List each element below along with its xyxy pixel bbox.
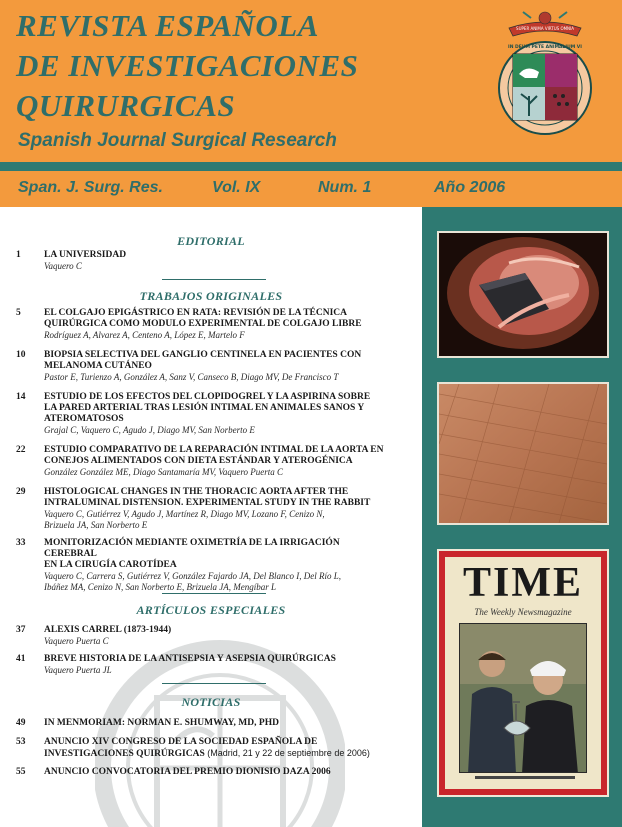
section-divider	[162, 279, 266, 280]
histology-texture-photo	[437, 382, 609, 525]
toc-entry[interactable]	[16, 538, 390, 592]
section-heading-especiales: ARTÍCULOS ESPECIALES	[136, 603, 286, 617]
journal-title-line-3: QUIRURGICAS	[16, 88, 236, 123]
toc-authors: Vaquero C, Gutiérrez V, Agudo J, Martínez R, Diago MV, Lozano F, Cenizo N, Brizuela JA, San Norberto E	[44, 509, 325, 530]
toc-authors: Vaquero Puerta C	[44, 636, 109, 646]
journal-title-line-2: DE INVESTIGACIONES	[16, 48, 359, 83]
number-label: Num. 1	[318, 179, 372, 196]
toc-entry[interactable]	[16, 654, 390, 676]
time-cover-portrait	[459, 623, 587, 773]
toc-title: EL COLGAJO EPIGÁSTRICO EN RATA: REVISIÓN DE LA TÉCNICA QUIRÚRGICA COMO MODULO EXPERIMENTAL DE COLGAJO LIBRE	[44, 308, 362, 329]
time-cover-inner	[445, 557, 601, 789]
toc-title-extra: (Madrid, 21 y 22 de septiembre de 2006)	[204, 748, 370, 758]
toc-page-number: 29	[16, 487, 26, 497]
society-crest-logo	[495, 8, 595, 156]
section-heading-editorial: EDITORIAL	[177, 234, 245, 248]
toc-title: BIOPSIA SELECTIVA DEL GANGLIO CENTINELA EN PACIENTES CON MELANOMA CUTÁNEO	[44, 350, 362, 371]
toc-entry[interactable]	[16, 767, 390, 778]
toc-page-number: 41	[16, 654, 26, 664]
toc-page-number: 37	[16, 625, 26, 635]
toc-page-number: 49	[16, 718, 26, 728]
toc-title: HISTOLOGICAL CHANGES IN THE THORACIC AORTA AFTER THE INTRALUMINAL DISTENSION. EXPERIMENTAL STUDY IN THE RABBIT	[44, 487, 371, 508]
toc-entry[interactable]	[16, 487, 390, 530]
toc-page-number: 33	[16, 538, 26, 548]
section-divider	[162, 593, 266, 594]
toc-title: ALEXIS CARREL (1873-1944)	[44, 625, 172, 635]
journal-subtitle: Spanish Journal Surgical Research	[18, 130, 337, 151]
toc-entry[interactable]	[16, 308, 390, 341]
toc-page-number: 10	[16, 350, 26, 360]
toc-entry[interactable]	[16, 737, 390, 760]
toc-authors: González González ME, Diago Santamaría MV, Vaquero Puerta C	[44, 467, 283, 477]
year-label: Año 2006	[434, 179, 506, 196]
teal-divider-strip	[0, 162, 622, 171]
journal-title-line-1: REVISTA ESPAÑOLA	[16, 8, 319, 43]
toc-entry[interactable]	[16, 718, 390, 729]
toc-title-main: ANUNCIO XIV CONGRESO DE LA SOCIEDAD ESPAÑOLA DE INVESTIGACIONES QUIRÚRGICAS	[44, 737, 318, 759]
toc-authors: Pastor E, Turienzo A, González A, Sanz V, Canseco B, Diago MV, De Francisco T	[44, 372, 339, 382]
issue-info-band	[0, 171, 622, 207]
toc-entry[interactable]	[16, 350, 390, 383]
toc-page-number: 5	[16, 308, 21, 318]
toc-entry[interactable]	[16, 445, 390, 478]
journal-header	[0, 0, 622, 162]
toc-title: BREVE HISTORIA DE LA ANTISEPSIA Y ASEPSIA QUIRÚRGICAS	[44, 654, 336, 664]
section-heading-noticias: NOTICIAS	[181, 695, 241, 709]
time-masthead: TIME	[462, 560, 583, 606]
toc-entry[interactable]	[16, 392, 390, 436]
toc-authors: Rodríguez A, Alvarez A, Centeno A, López E, Martelo F	[44, 330, 245, 340]
time-tagline: The Weekly Newsmagazine	[474, 607, 572, 617]
toc-authors: Vaquero C	[44, 261, 82, 271]
journal-abbreviation: Span. J. Surg. Res.	[18, 179, 163, 196]
toc-entry[interactable]	[16, 625, 390, 647]
toc-title: LA UNIVERSIDAD	[44, 250, 127, 260]
toc-page-number: 55	[16, 767, 26, 777]
table-of-contents	[0, 207, 422, 827]
time-cover-caption	[475, 776, 575, 779]
toc-authors: Vaquero Puerta JL	[44, 665, 112, 675]
section-divider	[162, 683, 266, 684]
toc-title	[44, 737, 390, 760]
toc-title: MONITORIZACIÓN MEDIANTE OXIMETRÍA DE LA IRRIGACIÓN CEREBRAL EN LA CIRUGÍA CAROTÍDEA	[44, 538, 340, 570]
volume-label: Vol. IX	[212, 179, 261, 196]
toc-page-number: 14	[16, 392, 26, 402]
time-magazine-cover	[437, 549, 609, 797]
toc-entry[interactable]	[16, 250, 390, 272]
toc-page-number: 1	[16, 250, 21, 260]
toc-page-number: 53	[16, 737, 26, 747]
toc-authors: Grajal C, Vaquero C, Agudo J, Diago MV, San Norberto E	[44, 425, 255, 435]
section-heading-originales: TRABAJOS ORIGINALES	[139, 289, 283, 303]
logo-motto-top: SUPER ANIMA VIRTUS OMNIA	[516, 26, 574, 31]
surgical-photo	[437, 231, 609, 358]
toc-title: ESTUDIO COMPARATIVO DE LA REPARACIÓN INTIMAL DE LA AORTA EN CONEJOS ALIMENTADOS CON DIETA ESTÁNDAR Y ATEROGÉNICA	[44, 445, 384, 466]
toc-authors: Vaquero C, Carrera S, Gutiérrez V, González Fajardo JA, Del Blanco I, Del Río L, Ibáñez MA, Cenizo N, San Norberto E, Brizuela JA, Mengíbar L	[44, 571, 341, 592]
toc-title: IN MENMORIAM: NORMAN E. SHUMWAY, MD, PHD	[44, 718, 279, 728]
toc-page-number: 22	[16, 445, 26, 455]
toc-title: ANUNCIO CONVOCATORIA DEL PREMIO DIONISIO DAZA 2006	[44, 767, 331, 777]
logo-ring-top: IN DEUM PETE ANIMALIUM VI	[508, 45, 582, 50]
toc-title: ESTUDIO DE LOS EFECTOS DEL CLOPIDOGREL Y LA ASPIRINA SOBRE LA PARED ARTERIAL TRAS LESIÓN INTIMAL EN ANIMALES SANOS Y ATEROMATOSOS	[44, 392, 371, 424]
